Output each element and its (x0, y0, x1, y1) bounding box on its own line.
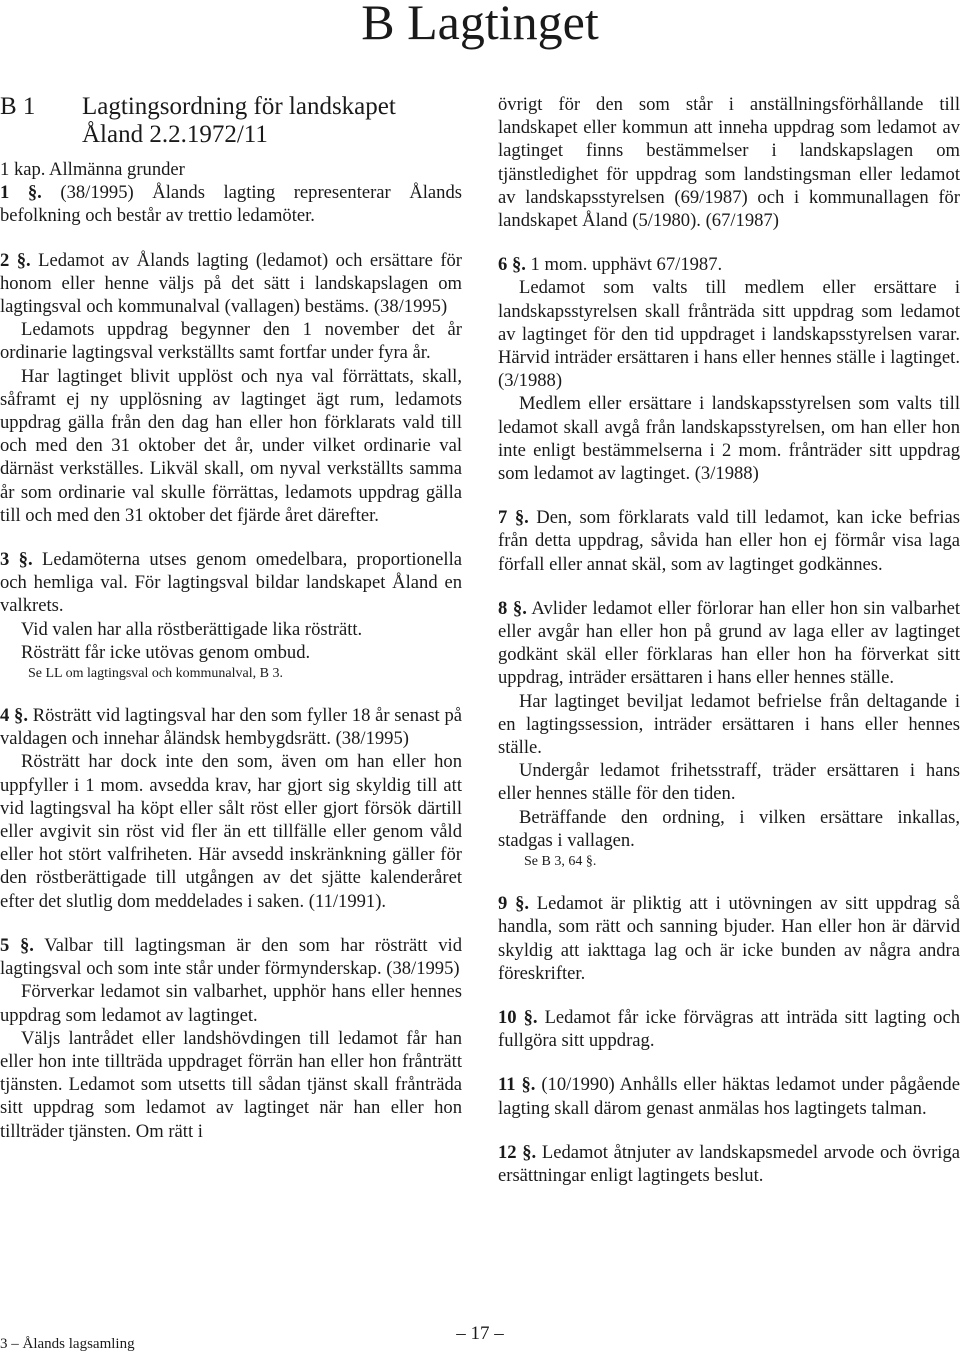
section-text: Ledamot får icke förvägras att inträda sitt lagting och fullgöra sitt uppdrag. (498, 1006, 960, 1052)
paragraph: Rösträtt har dock inte den som, även om han eller hon uppfyller i 1 mom. avsedda krav, har gjort sig skyldig till att vid lagtingsval ha köpt eller sålt röst eller gjort försök därtill eller avgivit sin röst vid fler än ett tillfälle eller genom våld eller hot stört valfriheten. Här avsedd inskränkning gäller för den röstberättigade till utgången av det sjätte kalenderåret efter det slutlig dom meddelades i saken. (11/1991). (0, 751, 462, 912)
paragraph: Ledamots uppdrag begynner den 1 november det år ordinarie lagtingsval verkställts samt fortfar under fyra år. (0, 319, 462, 364)
section-text: Ledamot åtnjuter av landskapsmedel arvode och övriga ersättningar enligt lagtingets beslut. (498, 1141, 960, 1186)
paragraph: Medlem eller ersättare i landskapsstyrelsen som valts till ledamot skall avgå från landskapsstyrelsen, om han eller hon inte enligt bestämmelserna i 2 mom. frånträder sitt uppdrag som ledamot av lagtinget. (3/1988) (498, 393, 960, 485)
section-12 (498, 1141, 960, 1187)
section-number: 11 §. (498, 1074, 536, 1096)
section-number: 7 §. (498, 507, 529, 529)
section-number: 1 §. (0, 182, 42, 204)
section-text: Valbar till lagtingsman är den som har rösträtt vid lagtingsval och som inte står under förmynderskap. (38/1995) (0, 934, 462, 980)
section-number: 9 §. (498, 893, 530, 915)
paragraph: Väljs lantrådet eller landshövdingen till ledamot får han eller hon inte tillträda uppdraget förrän han eller hon frånträtt tjänsten. Ledamot som utsetts till sådan tjänst skall frånträda sitt uppdrag som ledamot av lagtinget när han eller hon tillträder tjänsten. Om rätt i (0, 1027, 462, 1142)
section-text: Avlider ledamot eller förlorar han eller hon sin valbarhet eller avgår han eller hon på grund av laga eller av lagtinget godkänt skäl eller förklaras han eller hon ha förverkat sitt uppdrag, inträder ersättaren i hans eller hennes ställe. (498, 597, 960, 689)
left-column (0, 93, 462, 1143)
section-11 (498, 1073, 960, 1119)
section-number: 6 §. (498, 254, 526, 276)
chapter-number: B 1 (0, 93, 36, 120)
section-number: 5 §. (0, 934, 34, 956)
page-number: – 17 – (456, 1323, 504, 1344)
paragraph: Har lagtinget blivit upplöst och nya val förrättats, skall, såframt ej ny upplösning av lagtinget ägt rum, ledamots uppdrag gälla från den dag han eller hon förklarats vald till och med den 31 oktober det år, under vilket ordinarie val därnäst verkställes. Likväl skall, om nyval verkställts samma år som ordinarie val skulle förrättas, ledamots uppdrag gälla till och med den 31 oktober det fjärde året därefter. (0, 365, 462, 526)
chapter-heading (0, 93, 462, 149)
section-5 (0, 934, 462, 980)
section-text: (38/1995) Ålands lagting representerar Ålands befolkning och består av trettio ledamöter. (0, 182, 462, 227)
continued-paragraph: övrigt för den som står i anställningsförhållande till landskapet eller kommun att inneha uppdrag som ledamot av lagtinget finns bestämmelser i landskapslagen om tjänstledighet för uppdrag som landstingsman eller ledamot av landskapsstyrelsen (69/1987) och i kommunallagen för landskapet Åland (5/1980). (67/1987) (498, 94, 960, 232)
section-3 (0, 548, 462, 618)
chapter-title: Lagtingsordning för landskapet Åland 2.2.1972/11 (82, 93, 396, 148)
kap-heading: 1 kap. Allmänna grunder (0, 159, 185, 180)
section-text: (10/1990) Anhålls eller häktas ledamot under pågående lagting skall därom genast anmälas hos lagtingets talman. (498, 1074, 960, 1119)
section-number: 2 §. (0, 249, 31, 271)
cross-reference: Se LL om lagtingsval och kommunalval, B 3. (28, 666, 283, 682)
paragraph: Ledamot som valts till medlem eller ersättare i landskapsstyrelsen skall frånträda sitt uppdrag som ledamot av lagtinget för den tid uppdraget i landskapsstyrelsen varar. Härvid inträder ersättaren i hans eller hennes ställe i lagtinget. (3/1988) (498, 277, 960, 392)
section-text: Ledamot är pliktig att i utövningen av sitt uppdrag så handla, som rätt och sanning bjuder. Han eller hon är därvid skyldig att iakttaga lag och är icke bunden av några andra föreskrifter. (498, 893, 960, 984)
section-9 (498, 892, 960, 985)
section-number: 8 §. (498, 597, 527, 619)
section-7 (498, 506, 960, 576)
paragraph: Undergår ledamot frihetsstraff, träder ersättaren i hans eller hennes ställe för den tiden. (498, 760, 960, 805)
section-text: Den, som förklarats vald till ledamot, kan icke befrias från detta uppdrag, såvida han eller hon ej förmår visa laga förfall eller annat skäl, som av lagtinget godkännes. (498, 507, 960, 575)
section-6 (498, 253, 960, 276)
footer-source: 3 – Ålands lagsamling (0, 1336, 135, 1352)
page-header: B Lagtinget (361, 0, 599, 50)
section-text: Ledamot av Ålands lagting (ledamot) och ersättare för honom eller henne väljs på det sätt i landskapslagen om lagtingsval och kommunalval (vallagen) bestäms. (38/1995) (0, 249, 463, 318)
section-8 (498, 597, 960, 690)
paragraph: Vid valen har alla röstberättigade lika rösträtt. (21, 618, 363, 640)
section-4 (0, 704, 462, 750)
section-number: 4 §. (0, 705, 28, 727)
cross-reference: Se B 3, 64 §. (524, 854, 597, 870)
section-number: 10 §. (498, 1006, 538, 1028)
paragraph: Rösträtt får icke utövas genom ombud. (21, 641, 311, 663)
section-text: Rösträtt vid lagtingsval har den som fyller 18 år senast på valdagen och innehar åländsk hembygdsrätt. (38/1995) (0, 705, 462, 750)
paragraph: Har lagtinget beviljat ledamot befrielse från deltagande i en lagtingssession, inträder ersättaren i hans eller hennes ställe. (498, 690, 960, 759)
section-2 (0, 249, 462, 319)
section-number: 3 §. (0, 549, 33, 571)
section-10 (498, 1006, 960, 1052)
paragraph: Förverkar ledamot sin valbarhet, upphör hans eller hennes uppdrag som ledamot av lagtinget. (0, 981, 462, 1026)
section-text: 1 mom. upphävt 67/1987. (525, 254, 723, 276)
section-1 (0, 181, 462, 227)
right-column (498, 93, 960, 1187)
section-number: 12 §. (498, 1141, 537, 1163)
section-text: Ledamöterna utses genom omedelbara, proportionella och hemliga val. För lagtingsval bildar landskapet Åland en valkrets. (0, 549, 462, 617)
paragraph: Beträffande den ordning, i vilken ersättare inkallas, stadgas i vallagen. (498, 806, 960, 851)
